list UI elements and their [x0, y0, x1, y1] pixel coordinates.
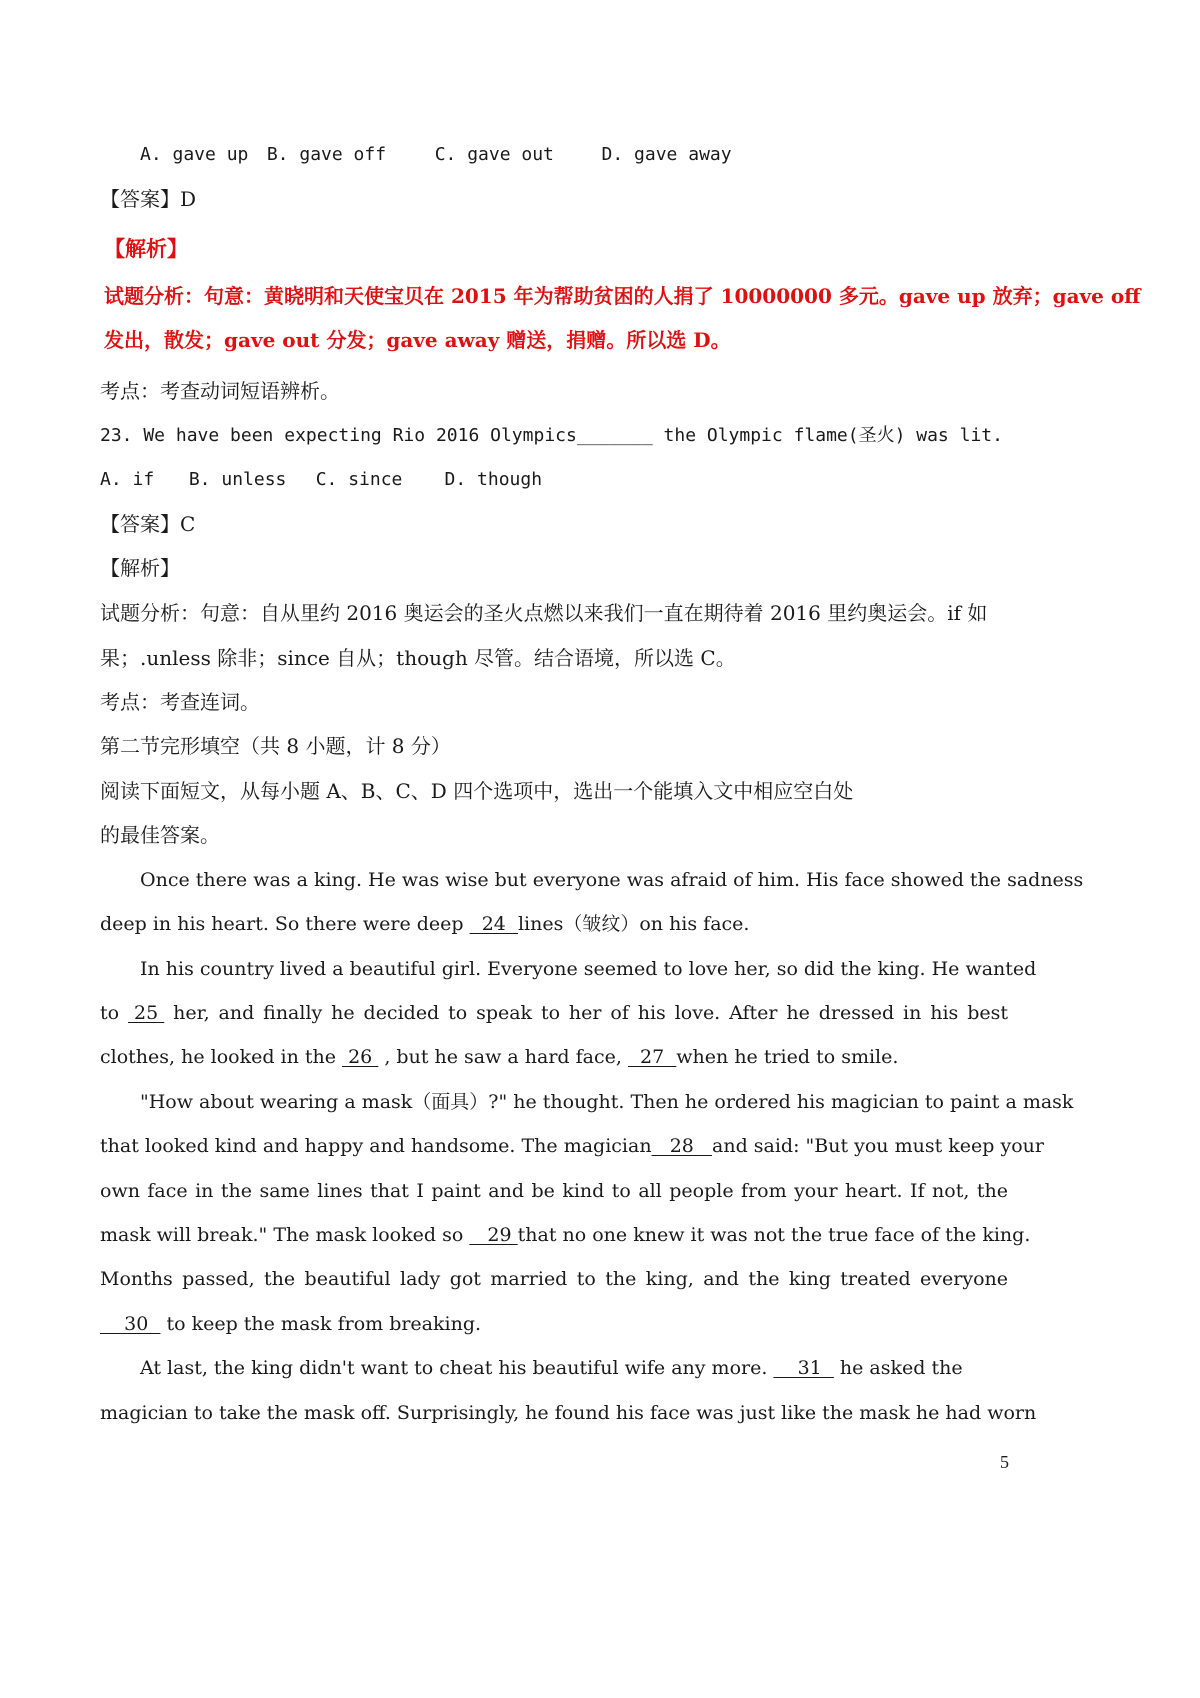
q22-analysis-line-1: 试题分析：句意：黄晓明和天使宝贝在 2015 年为帮助贫困的人捐了 10000000 多元。gave up 放弃；gave off: [104, 284, 1141, 308]
section-title: 第二节完形填空（共 8 小题，计 8 分）: [100, 734, 451, 758]
q23-analysis-line-2: 果；.unless 除非；since 自从；though 尽管。结合语境，所以选 C。: [100, 646, 736, 670]
passage-text: her, and finally he decided to speak to her of his love. After he dressed in his best: [164, 1002, 1008, 1024]
blank-25: 25: [127, 1002, 165, 1024]
blank-28: 28: [651, 1135, 712, 1157]
blank-27: 27: [627, 1046, 677, 1068]
q23-analysis-line-1: 试题分析：句意：自从里约 2016 奥运会的圣火点燃以来我们一直在期待着 2016 里约奥运会。if 如: [100, 601, 988, 625]
passage-p3-line-4: [100, 1223, 1030, 1247]
section-instruction-line-1: 阅读下面短文，从每小题 A、B、C、D 四个选项中，选出一个能填入文中相应空白处: [100, 779, 854, 803]
passage-p1-line-2: [100, 912, 749, 936]
page-number: 5: [1000, 1452, 1009, 1472]
passage-text: and said: "But you must keep your: [712, 1135, 1044, 1157]
blank-29: 29: [469, 1224, 518, 1246]
q22-analysis-line-2: 发出，散发；gave out 分发；gave away 赠送，捐赠。所以选 D。: [104, 328, 731, 352]
q23-option-c: C. since: [315, 469, 403, 490]
passage-text: when he tried to smile.: [676, 1046, 899, 1068]
blank-30: 30: [100, 1313, 161, 1335]
passage-text: lines（皱纹）on his face.: [517, 913, 750, 935]
q22-option-a: A. gave up: [140, 144, 249, 165]
passage-text: that no one knew it was not the true face of the king.: [517, 1224, 1031, 1246]
q23-answer: 【答案】C: [100, 512, 196, 536]
passage-p3-line-5: Months passed, the beautiful lady got married to the king, and the king treated everyone: [100, 1268, 1008, 1290]
q22-answer: 【答案】D: [100, 187, 197, 211]
passage-text: he asked the: [833, 1357, 963, 1379]
passage-text: that looked kind and happy and handsome. The magician: [100, 1135, 652, 1157]
q23-option-a: A. if: [100, 469, 155, 490]
passage-text: to keep the mask from breaking.: [160, 1313, 482, 1335]
blank-24: 24: [469, 913, 518, 935]
q22-option-c: C. gave out: [434, 144, 554, 165]
blank-26: 26: [342, 1046, 379, 1068]
q22-test-point: 考点：考查动词短语辨析。: [100, 379, 340, 403]
passage-p2-line-1: In his country lived a beautiful girl. Everyone seemed to love her, so did the king. He wanted: [140, 958, 1037, 980]
q23-option-b: B. unless: [188, 469, 287, 490]
passage-text: to: [100, 1002, 128, 1024]
passage-p3-line-1: "How about wearing a mask（面具）?" he thought. Then he ordered his magician to paint a mask: [140, 1091, 1074, 1113]
passage-p2-line-3: [100, 1045, 898, 1069]
passage-p2-line-2: [100, 1001, 1008, 1025]
q22-option-b: B. gave off: [266, 144, 387, 165]
passage-text: mask will break." The mask looked so: [100, 1224, 470, 1246]
q22-options: [140, 143, 732, 167]
passage-text: deep in his heart. So there were deep: [100, 913, 470, 935]
q22-analysis-heading: 【解析】: [104, 236, 188, 261]
passage-p4-line-2: magician to take the mask off. Surprisingly, he found his face was just like the mask he had worn: [100, 1402, 1037, 1424]
q23-test-point: 考点：考查连词。: [100, 690, 260, 714]
q22-option-d: D. gave away: [601, 144, 732, 165]
q23-options: [100, 468, 542, 492]
passage-p3-line-3: own face in the same lines that I paint and be kind to all people from your heart. If not, the: [100, 1180, 1008, 1202]
passage-p3-line-6: [100, 1312, 481, 1336]
passage-p3-line-2: [100, 1134, 1044, 1158]
passage-text: At last, the king didn't want to cheat his beautiful wife any more.: [140, 1357, 774, 1379]
section-instruction-line-2: 的最佳答案。: [100, 823, 220, 847]
passage-p1-line-1: Once there was a king. He was wise but everyone was afraid of him. His face showed the sadness: [140, 869, 1084, 891]
passage-text: clothes, he looked in the: [100, 1046, 343, 1068]
passage-p4-line-1: [140, 1356, 963, 1380]
q23-question: 23. We have been expecting Rio 2016 Olympics_______ the Olympic flame(圣火) was lit.: [100, 425, 1003, 446]
blank-31: 31: [773, 1357, 834, 1379]
q23-analysis-heading: 【解析】: [100, 556, 180, 580]
q23-option-d: D. though: [444, 469, 543, 490]
passage-text: , but he saw a hard face,: [378, 1046, 628, 1068]
